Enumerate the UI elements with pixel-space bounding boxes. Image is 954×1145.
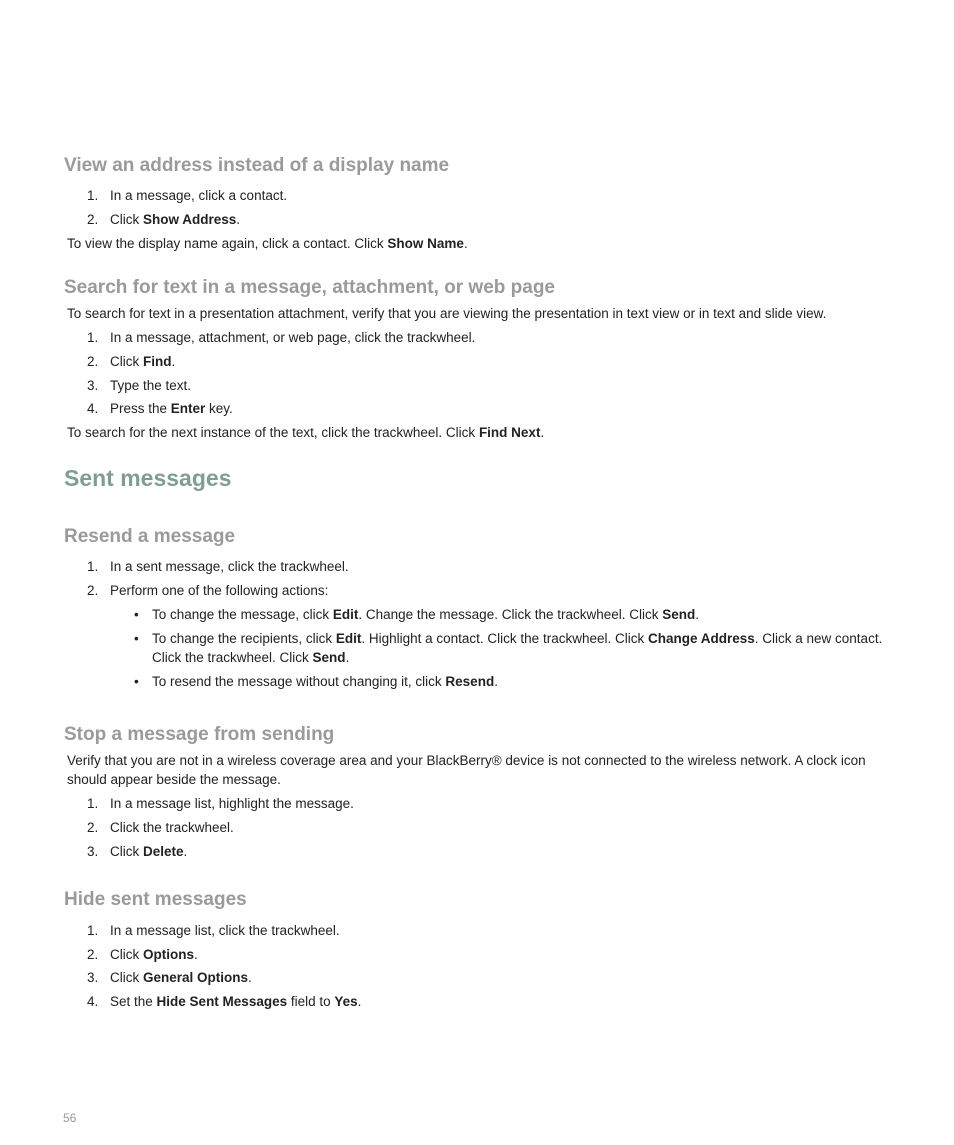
note-text: To search for the next instance of the text, click the trackwheel. Click Find Next. bbox=[67, 425, 545, 440]
note-text: To view the display name again, click a contact. Click Show Name. bbox=[67, 236, 468, 251]
list-item: 2. Click Options. bbox=[87, 947, 198, 962]
list-item: 3. Type the text. bbox=[87, 378, 192, 393]
page-number: 56 bbox=[63, 1111, 77, 1125]
section-heading-view-address: View an address instead of a display name bbox=[64, 155, 450, 176]
section-heading-hide-sent: Hide sent messages bbox=[64, 889, 247, 910]
intro-text: To search for text in a presentation attachment, verify that you are viewing the presentation in text view or in text and slide view. bbox=[67, 306, 827, 321]
list-item: 1. In a sent message, click the trackwheel. bbox=[87, 559, 349, 574]
list-item: 2. Click Find. bbox=[87, 354, 176, 369]
bullet-item: • To resend the message without changing it, click Resend. bbox=[134, 674, 498, 689]
section-heading-resend: Resend a message bbox=[64, 526, 236, 547]
list-item: 1. In a message, attachment, or web page, click the trackwheel. bbox=[87, 330, 476, 345]
intro-text: Verify that you are not in a wireless coverage area and your BlackBerry® device is not connected to the wireless network. A clock icon should appear beside the message. bbox=[67, 753, 866, 787]
bullet-icon: • bbox=[134, 631, 139, 646]
section-heading-stop-message: Stop a message from sending bbox=[64, 724, 335, 745]
list-item: 1. In a message, click a contact. bbox=[87, 188, 288, 203]
list-item: 3. Click Delete. bbox=[87, 844, 188, 859]
bullet-item: • To change the recipients, click Edit. Highlight a contact. Click the trackwheel. Click Change Address. Click a new contact. Click the trackwheel. Click Send. bbox=[134, 631, 883, 665]
list-item: 2. Perform one of the following actions: bbox=[87, 583, 329, 598]
list-item: 1. In a message list, highlight the message. bbox=[87, 796, 354, 811]
chapter-title: Sent messages bbox=[64, 465, 232, 491]
bullet-icon: • bbox=[134, 607, 139, 622]
bullet-icon: • bbox=[134, 674, 139, 689]
list-item: 1. In a message list, click the trackwheel. bbox=[87, 923, 340, 938]
bullet-item: • To change the message, click Edit. Change the message. Click the trackwheel. Click Send. bbox=[134, 607, 700, 622]
list-item: 2. Click the trackwheel. bbox=[87, 820, 234, 835]
list-item: 4. Set the Hide Sent Messages field to Yes. bbox=[87, 994, 362, 1009]
section-heading-search-text: Search for text in a message, attachment, or web page bbox=[64, 277, 555, 298]
list-item: 2. Click Show Address. bbox=[87, 212, 241, 227]
list-item: 4. Press the Enter key. bbox=[87, 401, 233, 416]
list-item: 3. Click General Options. bbox=[87, 970, 252, 985]
